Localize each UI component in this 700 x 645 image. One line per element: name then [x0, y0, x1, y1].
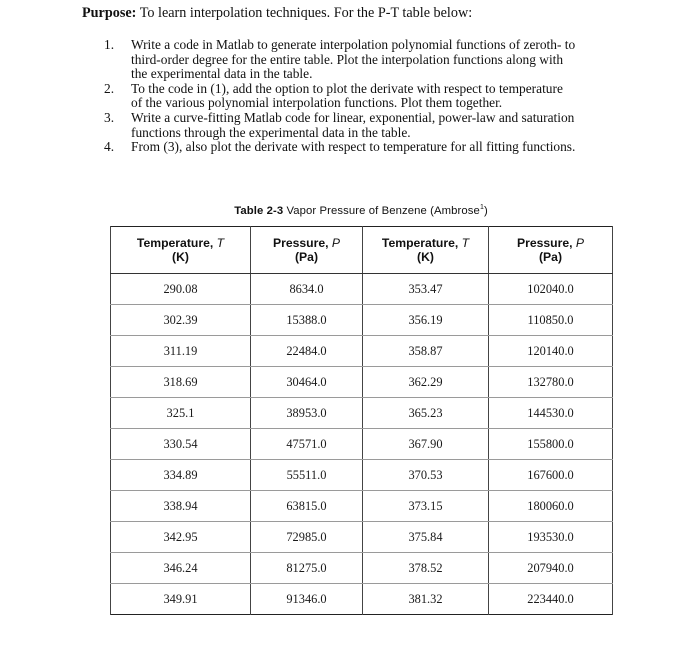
- header-variable: P: [575, 236, 585, 250]
- table-row: [111, 553, 613, 584]
- table-header-cell: [251, 227, 363, 274]
- task-list: [104, 38, 634, 155]
- task-item-2: [104, 82, 634, 111]
- temperature-cell: 318.69: [111, 367, 251, 398]
- table-caption-number: Table 2-3: [234, 204, 284, 217]
- pressure-cell: 72985.0: [251, 522, 363, 553]
- temperature-cell: 302.39: [111, 305, 251, 336]
- table-caption-superscript: 1: [479, 204, 484, 211]
- pressure-cell: 8634.0: [251, 274, 363, 305]
- pressure-cell: 91346.0: [251, 584, 363, 615]
- task-number: 2.: [104, 80, 115, 96]
- table-caption-close: ): [483, 204, 488, 217]
- pressure-cell: 22484.0: [251, 336, 363, 367]
- header-label: [111, 236, 250, 250]
- temperature-cell: 362.29: [363, 367, 489, 398]
- header-variable: P: [331, 236, 341, 250]
- pressure-cell: 81275.0: [251, 553, 363, 584]
- table-row: [111, 367, 613, 398]
- header-quantity: Pressure,: [516, 236, 576, 250]
- temperature-cell: 330.54: [111, 429, 251, 460]
- pressure-cell: 132780.0: [489, 367, 613, 398]
- temperature-cell: 349.91: [111, 584, 251, 615]
- task-text-line: third-order degree for the entire table. Plot the interpolation functions along with: [131, 51, 564, 67]
- temperature-cell: 353.47: [363, 274, 489, 305]
- task-item-4: [104, 140, 634, 155]
- table-row: [111, 336, 613, 367]
- header-label: [251, 236, 362, 250]
- task-text-line: To the code in (1), add the option to plot the derivate with respect to temperature: [131, 80, 563, 96]
- table-caption-text: Vapor Pressure of Benzene (Ambrose: [286, 204, 480, 217]
- pressure-cell: 167600.0: [489, 460, 613, 491]
- temperature-cell: 334.89: [111, 460, 251, 491]
- header-unit: (Pa): [538, 250, 563, 264]
- temperature-cell: 381.32: [363, 584, 489, 615]
- pressure-cell: 55511.0: [251, 460, 363, 491]
- table-row: [111, 305, 613, 336]
- pressure-cell: 47571.0: [251, 429, 363, 460]
- task-number: 4.: [104, 139, 115, 155]
- task-text-line: Write a curve-fitting Matlab code for linear, exponential, power-law and saturation: [131, 109, 575, 125]
- temperature-cell: 365.23: [363, 398, 489, 429]
- temperature-cell: 356.19: [363, 305, 489, 336]
- table-row: [111, 398, 613, 429]
- table-caption: [110, 204, 612, 217]
- purpose-text: To learn interpolation techniques. For the P-T table below:: [139, 5, 473, 21]
- pressure-cell: 144530.0: [489, 398, 613, 429]
- header-variable: T: [216, 236, 225, 250]
- task-number: 3.: [104, 109, 115, 125]
- temperature-cell: 342.95: [111, 522, 251, 553]
- header-quantity: Temperature,: [136, 236, 217, 250]
- temperature-cell: 325.1: [111, 398, 251, 429]
- header-unit: (Pa): [294, 250, 319, 264]
- purpose-line: [82, 4, 682, 22]
- temperature-cell: 373.15: [363, 491, 489, 522]
- table-row: [111, 429, 613, 460]
- header-quantity: Pressure,: [272, 236, 332, 250]
- table-header-cell: [111, 227, 251, 274]
- pressure-cell: 38953.0: [251, 398, 363, 429]
- header-unit: (K): [172, 250, 189, 264]
- header-unit: (K): [417, 250, 434, 264]
- pressure-cell: 223440.0: [489, 584, 613, 615]
- table-row: [111, 584, 613, 615]
- table-row: [111, 491, 613, 522]
- table-header-cell: [363, 227, 489, 274]
- temperature-cell: 378.52: [363, 553, 489, 584]
- table-row: [111, 460, 613, 491]
- header-label: [363, 236, 488, 250]
- header-variable: T: [461, 236, 470, 250]
- temperature-cell: 346.24: [111, 553, 251, 584]
- task-text-line: of the various polynomial interpolation functions. Plot them together.: [131, 95, 503, 111]
- table-body: [111, 274, 613, 615]
- pressure-cell: 102040.0: [489, 274, 613, 305]
- pressure-cell: 193530.0: [489, 522, 613, 553]
- header-label: [489, 236, 612, 250]
- pressure-cell: 30464.0: [251, 367, 363, 398]
- task-text-line: Write a code in Matlab to generate interpolation polynomial functions of zeroth- to: [131, 37, 576, 52]
- pressure-cell: 63815.0: [251, 491, 363, 522]
- temperature-cell: 370.53: [363, 460, 489, 491]
- table-row: [111, 522, 613, 553]
- temperature-cell: 290.08: [111, 274, 251, 305]
- task-item-1: [104, 38, 634, 82]
- purpose-label: Purpose:: [82, 5, 137, 21]
- temperature-cell: 358.87: [363, 336, 489, 367]
- temperature-cell: 311.19: [111, 336, 251, 367]
- pressure-cell: 155800.0: [489, 429, 613, 460]
- pressure-cell: 120140.0: [489, 336, 613, 367]
- temperature-cell: 338.94: [111, 491, 251, 522]
- task-item-3: [104, 111, 634, 140]
- task-number: 1.: [104, 37, 115, 52]
- table-header-cell: [489, 227, 613, 274]
- header-quantity: Temperature,: [381, 236, 462, 250]
- pressure-cell: 180060.0: [489, 491, 613, 522]
- pressure-cell: 15388.0: [251, 305, 363, 336]
- task-text-line: From (3), also plot the derivate with respect to temperature for all fitting functions.: [131, 139, 576, 155]
- table-row: [111, 274, 613, 305]
- pressure-cell: 110850.0: [489, 305, 613, 336]
- table-header-row: [111, 227, 613, 274]
- vapor-pressure-table: [110, 226, 613, 615]
- task-text-line: the experimental data in the table.: [131, 66, 313, 82]
- task-text-line: functions through the experimental data in the table.: [131, 124, 411, 140]
- temperature-cell: 375.84: [363, 522, 489, 553]
- pressure-cell: 207940.0: [489, 553, 613, 584]
- temperature-cell: 367.90: [363, 429, 489, 460]
